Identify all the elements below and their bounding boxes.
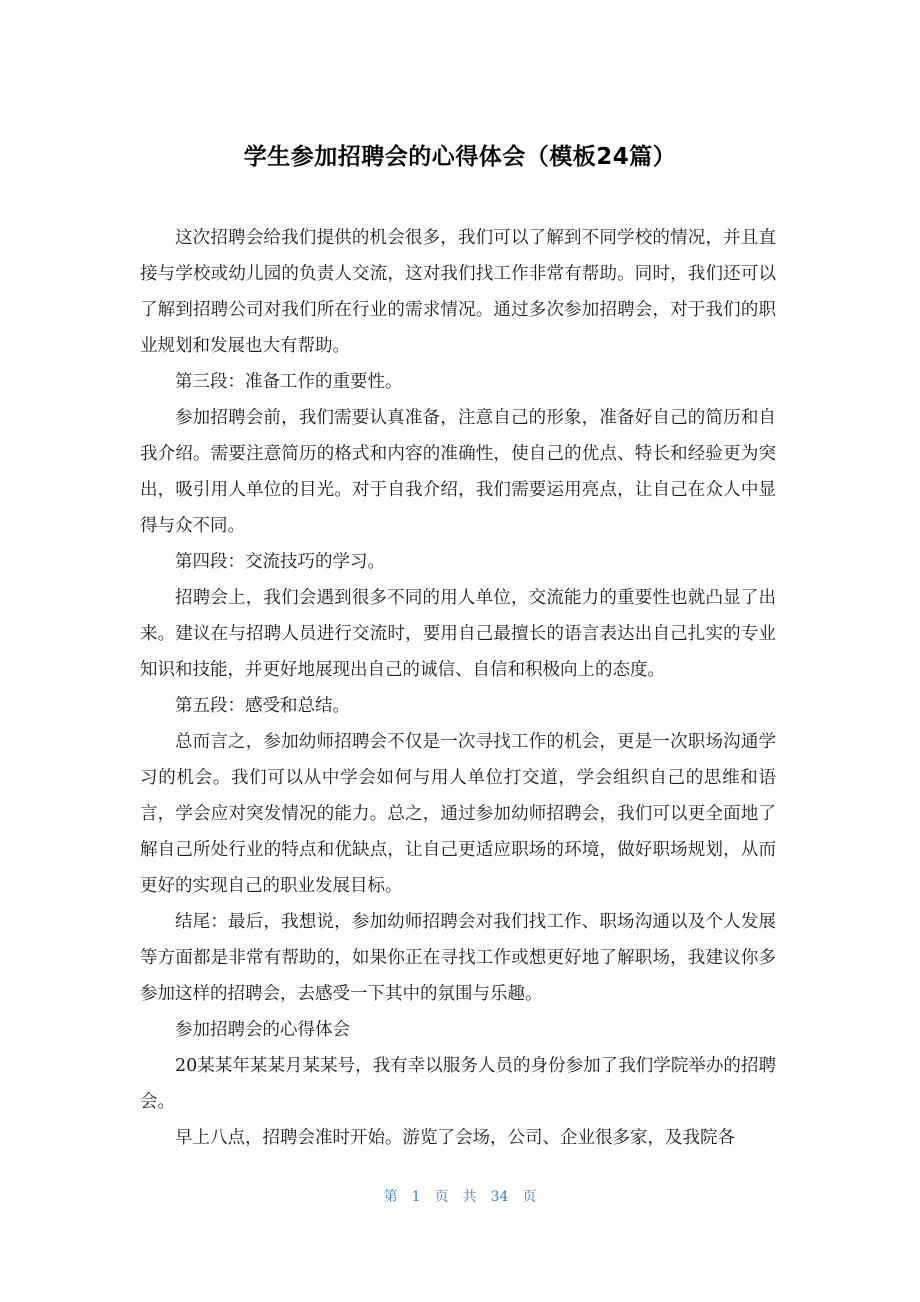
- paragraph: 结尾：最后，我想说，参加幼师招聘会对我们找工作、职场沟通以及个人发展等方面都是非常有帮助的，如果你正在寻找工作或想更好地了解职场，我建议你多参加这样的招聘会，去感受一下其中的氛围与乐趣。: [140, 912, 776, 1004]
- footer-label-page-of: 页: [434, 1189, 449, 1205]
- section-heading: 第四段：交流技巧的学习。: [175, 552, 385, 572]
- footer-label-total: 共: [462, 1189, 477, 1205]
- page-number-footer: [0, 1186, 920, 1208]
- paragraph: 这次招聘会给我们提供的机会很多，我们可以了解到不同学校的情况，并且直接与学校或幼儿园的负责人交流，这对我们找工作非常有帮助。同时，我们还可以了解到招聘公司对我们所在行业的需求情况。通过多次参加招聘会，对于我们的职业规划和发展也大有帮助。: [140, 228, 776, 356]
- paragraph: 20某某年某某月某某号，我有幸以服务人员的身份参加了我们学院举办的招聘会。: [140, 1056, 776, 1112]
- current-page-number: 1: [411, 1189, 421, 1205]
- total-pages-number: 34: [490, 1189, 509, 1205]
- paragraph: 早上八点，招聘会准时开始。游览了会场，公司、企业很多家，及我院各: [175, 1128, 735, 1148]
- footer-label-page: 第: [383, 1189, 398, 1205]
- paragraph: 招聘会上，我们会遇到很多不同的用人单位，交流能力的重要性也就凸显了出来。建议在与招聘人员进行交流时，要用自己最擅长的语言表达出自己扎实的专业知识和技能，并更好地展现出自己的诚信、自信和积极向上的态度。: [140, 588, 776, 680]
- document-title: 学生参加招聘会的心得体会（模板24篇）: [243, 144, 677, 170]
- section-heading: 第五段：感受和总结。: [175, 696, 350, 716]
- section-heading: 第三段：准备工作的重要性。: [175, 372, 403, 392]
- document-body: [140, 220, 776, 1156]
- paragraph: 总而言之，参加幼师招聘会不仅是一次寻找工作的机会，更是一次职场沟通学习的机会。我们可以从中学会如何与用人单位打交道，学会组织自己的思维和语言，学会应对突发情况的能力。总之，通过参加幼师招聘会，我们可以更全面地了解自己所处行业的特点和优缺点，让自己更适应职场的环境，做好职场规划，从而更好的实现自己的职业发展目标。: [140, 732, 776, 896]
- subtitle-line: 参加招聘会的心得体会: [175, 1020, 350, 1040]
- paragraph: 参加招聘会前，我们需要认真准备，注意自己的形象，准备好自己的简历和自我介绍。需要注意简历的格式和内容的准确性，使自己的优点、特长和经验更为突出，吸引用人单位的目光。对于自我介绍，我们需要运用亮点，让自己在众人中显得与众不同。: [140, 408, 776, 536]
- footer-label-pages: 页: [522, 1189, 537, 1205]
